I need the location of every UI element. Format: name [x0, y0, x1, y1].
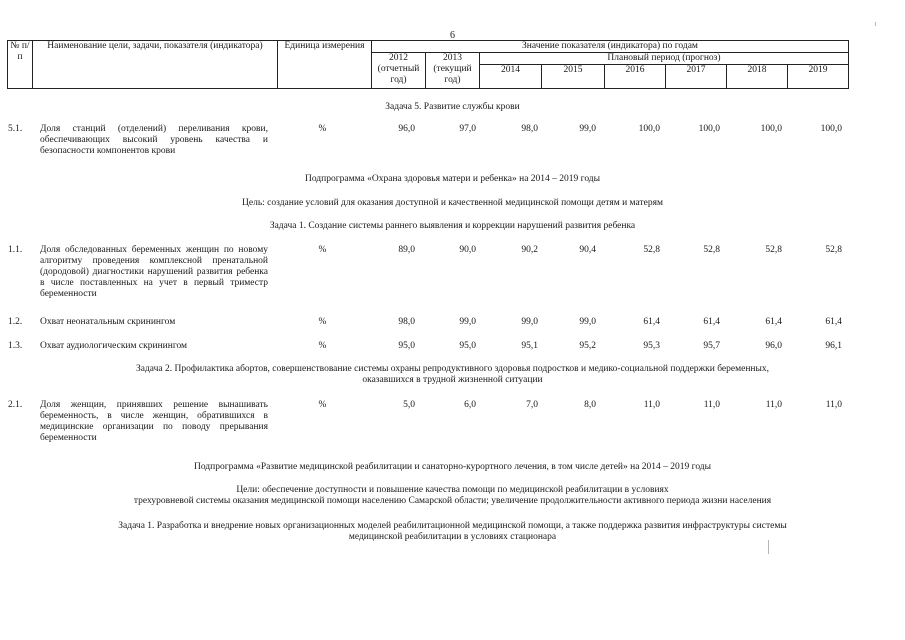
row-number: 5.1.	[8, 124, 23, 134]
value-2012: 89,0	[398, 245, 415, 255]
heading-task1-rehabilitation: Задача 1. Разработка и внедрение новых организационных моделей реабилитационной медицинской помощи, а также поддержка развития инфраструктуры системы медицинской реабилитации в условиях стационара	[118, 521, 787, 542]
row-unit: %	[318, 341, 327, 351]
value-2017: 61,4	[703, 317, 720, 327]
row-unit: %	[318, 400, 327, 410]
scan-artifact	[768, 540, 769, 554]
row-indicator-name: Охват неонатальным скринингом	[40, 317, 176, 327]
value-2012: 96,0	[398, 124, 415, 134]
heading-subprogram-mother-child: Подпрограмма «Охрана здоровья матери и ребенка» на 2014 – 2019 годы	[304, 174, 601, 184]
heading-subprogram-rehabilitation: Подпрограмма «Развитие медицинской реабилитации и санаторно-курортного лечения, в том числе детей» на 2014 – 2019 годы	[193, 462, 712, 472]
row-unit: %	[318, 245, 327, 255]
header-planned-period: Плановый период (прогноз)	[480, 53, 849, 65]
row-number: 1.3.	[8, 341, 23, 351]
row-indicator-name: Охват аудиологическим скринингом	[40, 341, 188, 351]
header-year-2012: 2012 (отчетный год)	[372, 53, 426, 89]
value-2012: 5,0	[403, 400, 415, 410]
header-year-2019: 2019	[788, 65, 849, 89]
value-2014: 95,1	[521, 341, 538, 351]
value-2016: 11,0	[643, 400, 660, 410]
value-2012: 95,0	[398, 341, 415, 351]
value-2013: 6,0	[464, 400, 476, 410]
value-2015: 99,0	[579, 317, 596, 327]
value-2016: 95,3	[643, 341, 660, 351]
value-2019: 11,0	[825, 400, 842, 410]
value-2019: 61,4	[825, 317, 842, 327]
value-2018: 100,0	[760, 124, 782, 134]
row-number: 1.1.	[8, 245, 23, 255]
row-unit: %	[318, 317, 327, 327]
value-2014: 7,0	[526, 400, 538, 410]
heading-goal-mother-child: Цель: создание условий для оказания доступной и качественной медицинской помощи детям и матерям	[242, 198, 663, 208]
row-indicator-name: Доля станций (отделений) переливания крови, обеспечивающих высокий уровень качества и безопасности компонентов крови	[40, 124, 268, 156]
heading-task5: Задача 5. Развитие службы крови	[385, 102, 520, 112]
row-number: 1.2.	[8, 317, 23, 327]
value-2016: 61,4	[643, 317, 660, 327]
row-number: 2.1.	[8, 400, 23, 410]
header-year-2014: 2014	[480, 65, 542, 89]
header-year-2018: 2018	[727, 65, 788, 89]
row-unit: %	[318, 124, 327, 134]
heading-task2-mother-child: Задача 2. Профилактика абортов, совершенствование системы охраны репродуктивного здоровья подростков и медико-социальной поддержки беременных, оказавшихся в трудной жизненной ситуации	[136, 364, 769, 385]
value-2017: 95,7	[703, 341, 720, 351]
value-2013: 97,0	[459, 124, 476, 134]
header-year-2016: 2016	[605, 65, 666, 89]
header-indicator-name: Наименование цели, задачи, показателя (индикатора)	[33, 41, 278, 89]
value-2015: 90,4	[579, 245, 596, 255]
value-2016: 100,0	[638, 124, 660, 134]
value-2015: 8,0	[584, 400, 596, 410]
value-2013: 95,0	[459, 341, 476, 351]
indicator-table-header	[7, 40, 849, 89]
value-2018: 52,8	[765, 245, 782, 255]
header-values-by-year: Значение показателя (индикатора) по годам	[372, 41, 849, 53]
value-2017: 52,8	[703, 245, 720, 255]
heading-goal-rehabilitation: Цели: обеспечение доступности и повышение качества помощи по медицинской реабилитации в условиях трехуровневой системы оказания медицинской помощи населению Самарской области; увеличение продолжительности активного периода жизни населения	[133, 485, 772, 506]
header-unit: Единица измерения	[278, 41, 372, 89]
row-indicator-name: Доля обследованных беременных женщин по новому алгоритму проведения комплексной пренатальной (дородовой) диагностики нарушений развития ребенка в числе поставленных на учет в первый триместр беременности	[40, 245, 268, 299]
value-2019: 96,1	[825, 341, 842, 351]
header-number: № п/п	[8, 41, 33, 89]
value-2014: 99,0	[521, 317, 538, 327]
header-year-2017: 2017	[666, 65, 727, 89]
header-year-2013: 2013 (текущий год)	[426, 53, 480, 89]
row-indicator-name: Доля женщин, принявших решение вынашивать беременность, в числе женщин, обратившихся в медицинские организации по поводу прерывания беременности	[40, 400, 268, 443]
scan-artifact	[875, 22, 876, 26]
value-2019: 52,8	[825, 245, 842, 255]
value-2015: 99,0	[579, 124, 596, 134]
value-2012: 98,0	[398, 317, 415, 327]
value-2018: 96,0	[765, 341, 782, 351]
value-2013: 90,0	[459, 245, 476, 255]
value-2014: 98,0	[521, 124, 538, 134]
value-2018: 61,4	[765, 317, 782, 327]
value-2019: 100,0	[820, 124, 842, 134]
page-number: 6	[450, 30, 455, 41]
value-2017: 11,0	[703, 400, 720, 410]
heading-task1-mother-child: Задача 1. Создание системы раннего выявления и коррекции нарушений развития ребенка	[269, 221, 636, 231]
header-year-2015: 2015	[542, 65, 605, 89]
value-2014: 90,2	[521, 245, 538, 255]
value-2013: 99,0	[459, 317, 476, 327]
value-2015: 95,2	[579, 341, 596, 351]
value-2017: 100,0	[698, 124, 720, 134]
value-2018: 11,0	[765, 400, 782, 410]
value-2016: 52,8	[643, 245, 660, 255]
